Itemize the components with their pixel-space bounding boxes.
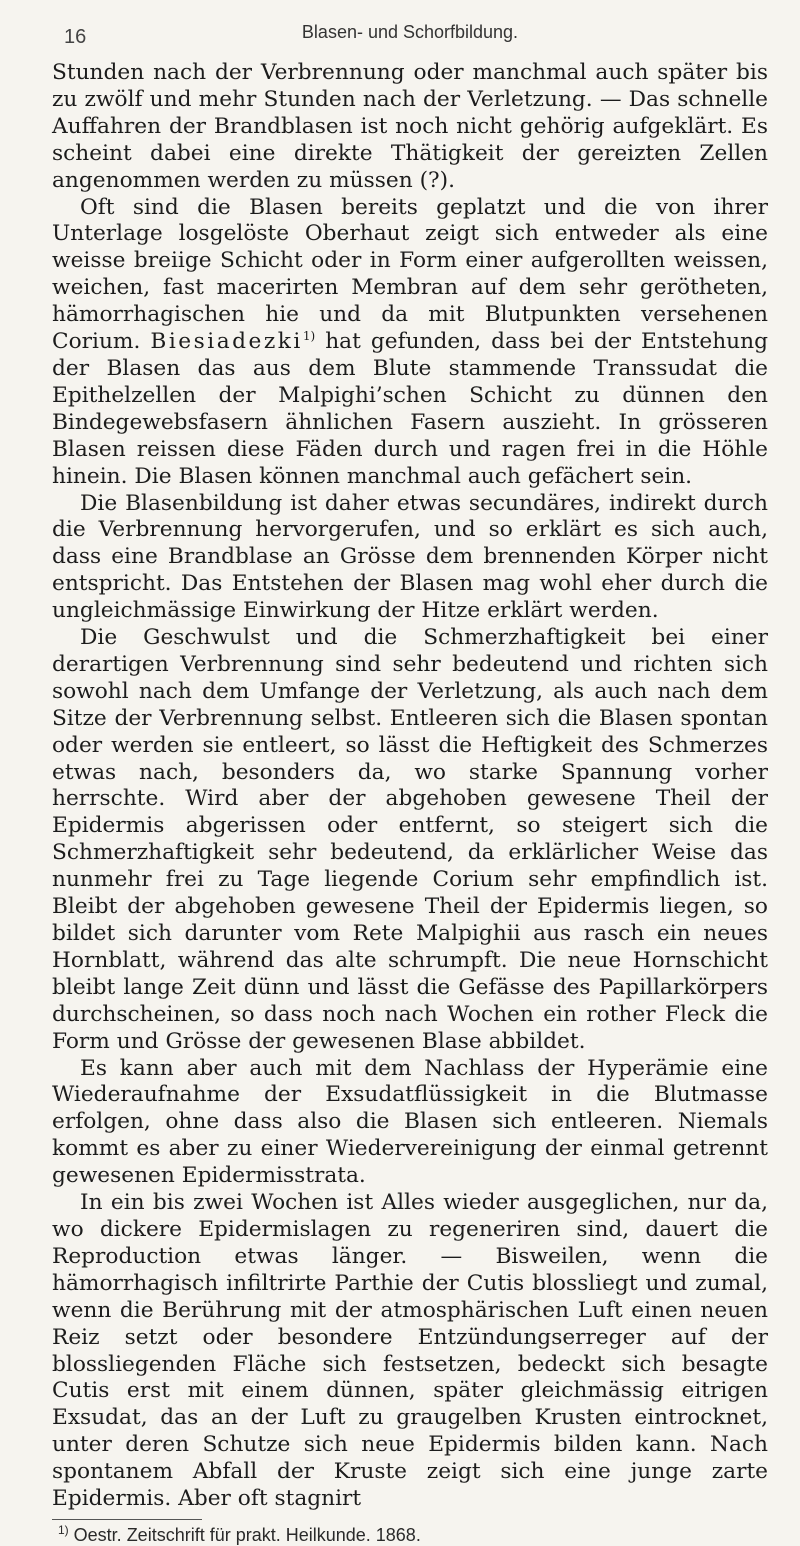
body-text: [52, 60, 768, 1513]
page-number: 16: [64, 26, 87, 48]
paragraph-text: In ein bis zwei Wochen ist Alles wieder ausgeglichen, nur da, wo dickere Epidermislagen zu regeneriren sind, dauert die Reproduction etwas länger. — Bisweilen, wenn die hämorrhagisch infiltrirte Parthie der Cutis blossliegt und zumal, wenn die Berührung mit der atmosphärischen Luft einen neuen Reiz setzt oder besondere Entzündungserreger auf der blossliegenden Fläche sich festsetzen, bedeckt sich besagte Cutis erst mit einem dünnen, später gleichmässig eitrigen Exsudat, das an der Luft zu graugelben Krusten eintrocknet, unter deren Schutze sich neue Epidermis bilden kann. Nach spontanem Abfall der Kruste zeigt sich eine junge zarte Epidermis. Aber oft stagnirt: [52, 1190, 768, 1512]
paragraph-text: Oft sind die Blasen bereits geplatzt und die von ihrer Unterlage losgelöste Oberhaut zeigt sich entweder als eine weisse breiige Schicht oder in Form einer aufgerollten weissen, weichen, fast macerirten Membran auf dem sehr gerötheten, hämorrhagischen hie und da mit Blutpunkten versehenen Corium.: [52, 194, 768, 355]
footnote-marker: 1): [58, 1522, 69, 1537]
paragraph-text: Stunden nach der Verbrennung oder manchmal auch später bis zu zwölf und mehr Stunden nach der Verletzung. — Das schnelle Auffahren der Brandblasen ist noch nicht gehörig aufgeklärt. Es scheint dabei eine direkte Thätigkeit der gereizten Zellen angenommen werden zu müssen (?).: [52, 60, 768, 193]
paragraph: [52, 1190, 768, 1513]
paragraph: [52, 625, 768, 1056]
paragraph: [52, 491, 768, 626]
book-page: [52, 8, 768, 1546]
paragraph-text: hat gefunden, dass bei der Entstehung der Blasen das aus dem Blute stammende Transsudat die Epithelzellen der Malpighi’schen Schicht zu dünnen den Bindegewebsfasern ähnlichen Fasern auszieht. In grösseren Blasen reissen diese Fäden durch und ragen frei in die Höhle hinein. Die Blasen können manchmal auch gefächert sein.: [52, 329, 769, 489]
footnote-text: Oestr. Zeitschrift für prakt. Heilkunde. 1868.: [68, 1524, 421, 1545]
footnote-reference: 1): [302, 328, 316, 343]
footnote-divider: [52, 1519, 202, 1520]
author-name: Biesiadezki: [150, 329, 303, 355]
paragraph: [52, 60, 768, 195]
paragraph: [52, 195, 768, 491]
running-head: [52, 8, 768, 60]
paragraph-text: Die Blasenbildung ist daher etwas secundäres, indirekt durch die Verbrennung hervorgerufen, und so erklärt es sich auch, dass eine Brandblase an Grösse dem brennenden Körper nicht entspricht. Das Entstehen der Blasen mag wohl eher durch die ungleichmässige Einwirkung der Hitze erklärt werden.: [52, 490, 768, 624]
paragraph-text: Es kann aber auch mit dem Nachlass der Hyperämie eine Wiederaufnahme der Exsudatflüssigkeit in die Blutmasse erfolgen, ohne dass also die Blasen sich entleeren. Niemals kommt es aber zu einer Wiedervereinigung der einmal getrennt gewesenen Epidermisstrata.: [52, 1055, 768, 1189]
footnote: [52, 1524, 768, 1546]
paragraph-text: Die Geschwulst und die Schmerzhaftigkeit bei einer derartigen Verbrennung sind sehr bedeutend und richten sich sowohl nach dem Umfange der Verletzung, als auch nach dem Sitze der Verbrennung selbst. Entleeren sich die Blasen spontan oder werden sie entleert, so lässt die Heftigkeit des Schmerzes etwas nach, besonders da, wo starke Spannung vorher herrschte. Wird aber der abgehoben gewesene Theil der Epidermis abgerissen oder entfernt, so steigert sich die Schmerzhaftigkeit sehr bedeutend, da erklärlicher Weise das nunmehr frei zu Tage liegende Corium sehr empfindlich ist. Bleibt der abgehoben gewesene Theil der Epidermis liegen, so bildet sich darunter vom Rete Malpighii aus rasch ein neues Hornblatt, während das alte schrumpft. Die neue Hornschicht bleibt lange Zeit dünn und lässt die Gefässe des Papillarkörpers durchscheinen, so dass noch nach Wochen ein rother Fleck die Form und Grösse der gewesenen Blase abbildet.: [52, 625, 768, 1054]
running-title: Blasen- und Schorfbildung.: [301, 22, 519, 42]
paragraph: [52, 1056, 768, 1191]
